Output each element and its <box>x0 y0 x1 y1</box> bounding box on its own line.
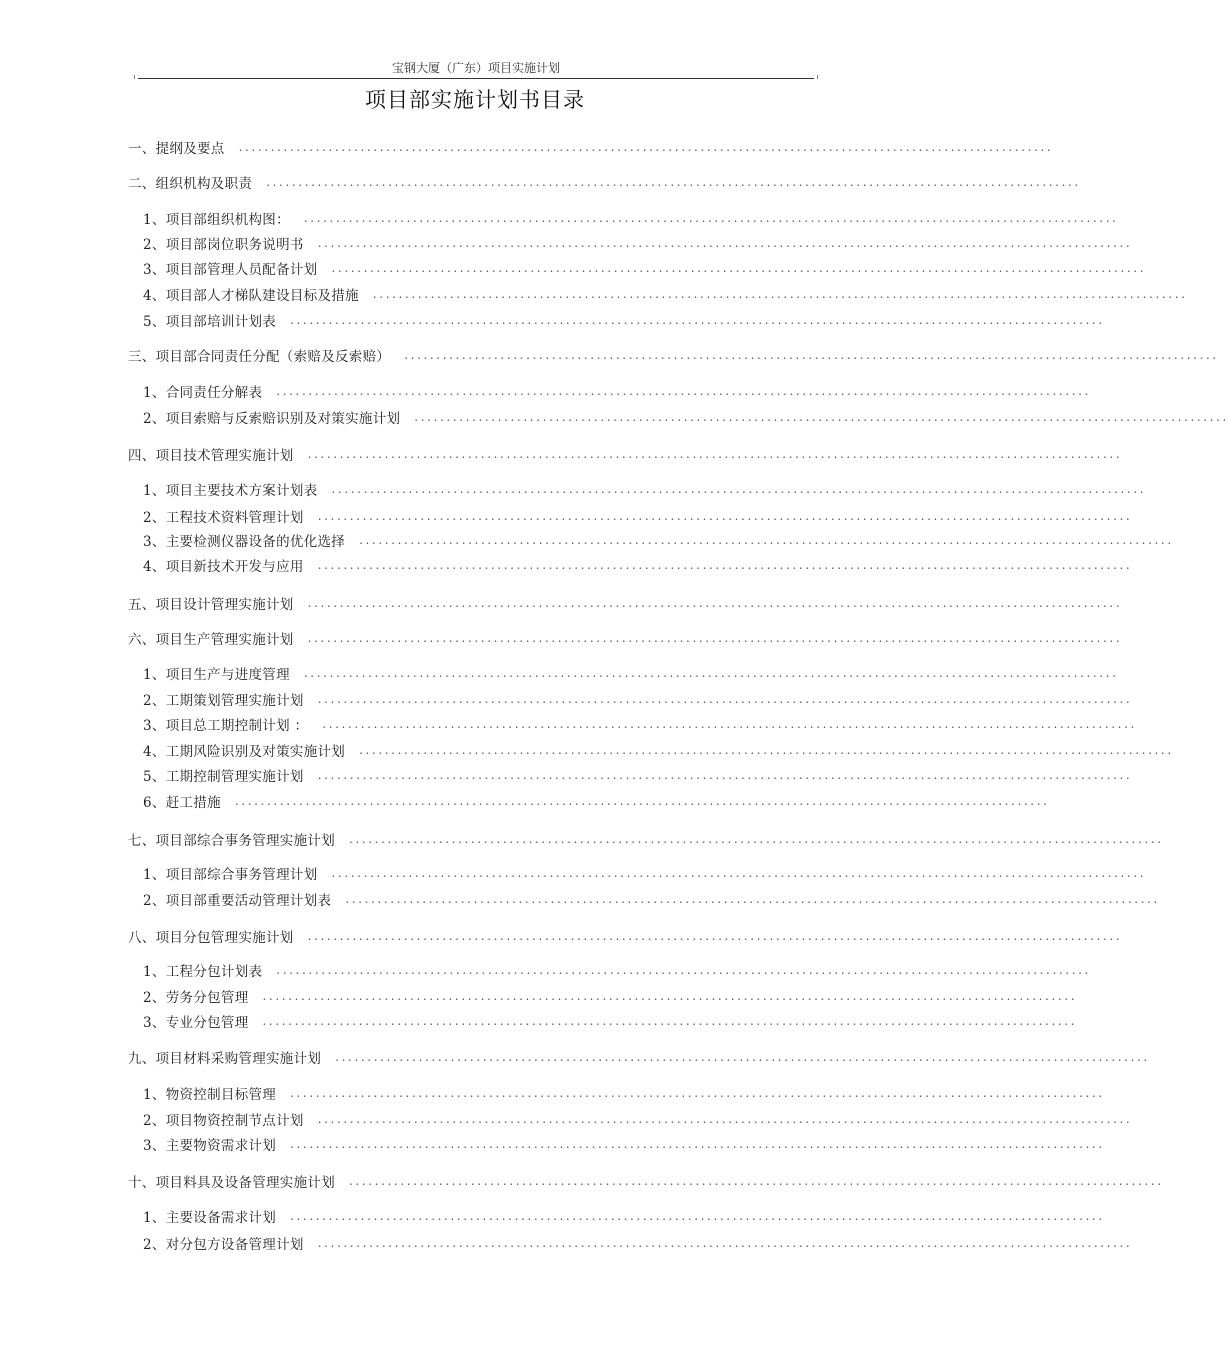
toc-entry-label: 1、项目部综合事务管理计划 <box>143 867 318 883</box>
toc-entry-label: 2、项目索赔与反索赔识别及对策实施计划 <box>143 411 401 427</box>
toc-entry-label: 1、工程分包计划表 <box>143 964 263 980</box>
toc-dot-leader: ............................................................................................................................... <box>349 1174 1164 1188</box>
toc-dot-leader: ............................................................................................................................... <box>335 1050 1150 1064</box>
toc-dot-leader: ............................................................................................................................... <box>307 929 1123 943</box>
toc-entry-label: 4、项目新技术开发与应用 <box>143 559 304 575</box>
toc-entry <box>143 284 1188 304</box>
toc-entry <box>128 1047 1150 1067</box>
toc-dot-leader: ............................................................................................................................... <box>307 447 1123 461</box>
toc-dot-leader: ............................................................................................................................... <box>238 140 1054 154</box>
toc-entry <box>143 1083 1105 1103</box>
page-title: 项目部实施计划书目录 <box>365 88 585 112</box>
toc-entry <box>143 1206 1105 1226</box>
header-text: 宝钢大厦（广东）项目实施计划 <box>391 61 560 75</box>
toc-dot-leader: ............................................................................................................................... <box>331 261 1147 275</box>
toc-entry <box>143 258 1147 278</box>
toc-entry-label: 2、项目部岗位职务说明书 <box>143 237 304 253</box>
toc-entry-label: 3、项目部管理人员配备计划 <box>143 262 318 278</box>
toc-entry <box>143 479 1147 499</box>
toc-entry-label: 3、专业分包管理 <box>143 1015 249 1031</box>
toc-entry <box>143 986 1078 1006</box>
toc-entry <box>143 310 1105 330</box>
toc-entry <box>143 960 1091 980</box>
toc-entry <box>143 863 1147 883</box>
toc-entry <box>143 889 1160 909</box>
toc-entry-label: 3、项目总工期控制计划 ： <box>143 718 309 734</box>
toc-entry-label: 十、项目料具及设备管理实施计划 <box>128 1175 335 1191</box>
toc-entry-label: 二、组织机构及职责 <box>128 176 253 192</box>
toc-entry-label: 1、主要设备需求计划 <box>143 1210 277 1226</box>
toc-entry-label: 1、项目主要技术方案计划表 <box>143 483 318 499</box>
toc-dot-leader: ............................................................................................................................... <box>359 533 1174 547</box>
toc-entry <box>128 628 1123 648</box>
toc-entry <box>143 765 1133 785</box>
toc-entry-label: 1、合同责任分解表 <box>143 385 263 401</box>
toc-entry-label: 1、物资控制目标管理 <box>143 1087 277 1103</box>
toc-dot-leader: ............................................................................................................................... <box>317 1112 1133 1126</box>
toc-dot-leader: ............................................................................................................................... <box>303 666 1119 680</box>
toc-entry <box>143 506 1133 526</box>
toc-entry-label: 1、项目生产与进度管理 <box>143 667 290 683</box>
toc-entry <box>143 1233 1133 1253</box>
toc-entry <box>128 172 1081 192</box>
toc-entry <box>128 926 1123 946</box>
toc-dot-leader: ............................................................................................................................... <box>414 410 1229 424</box>
toc-entry-label: 2、对分包方设备管理计划 <box>143 1237 304 1253</box>
toc-entry-label: 四、项目技术管理实施计划 <box>128 448 294 464</box>
toc-dot-leader: ............................................................................................................................... <box>345 892 1160 906</box>
toc-dot-leader: ............................................................................................................................... <box>290 1086 1105 1100</box>
toc-dot-leader: ............................................................................................................................... <box>404 348 1219 362</box>
toc-dot-leader: ............................................................................................................................... <box>266 175 1081 189</box>
toc-dot-leader: ............................................................................................................................... <box>276 384 1091 398</box>
toc-entry <box>143 1011 1078 1031</box>
toc-entry-label: 4、项目部人才梯队建设目标及措施 <box>143 288 359 304</box>
toc-entry-label: 2、工期策划管理实施计划 <box>143 693 304 709</box>
toc-entry <box>143 381 1091 401</box>
toc-dot-leader: ............................................................................................................................... <box>262 989 1078 1003</box>
toc-dot-leader: ............................................................................................................................... <box>317 692 1133 706</box>
toc-entry <box>128 444 1123 464</box>
toc-entry-label: 3、主要检测仪器设备的优化选择 <box>143 534 346 550</box>
toc-entry-label: 一、提纲及要点 <box>128 141 225 157</box>
toc-entry <box>143 740 1174 760</box>
toc-entry <box>143 1134 1105 1154</box>
toc-dot-leader: ............................................................................................................................... <box>317 768 1133 782</box>
toc-entry <box>143 663 1119 683</box>
toc-dot-leader: ............................................................................................................................... <box>234 794 1050 808</box>
toc-dot-leader: ............................................................................................................................... <box>349 832 1164 846</box>
toc-dot-leader: ............................................................................................................................... <box>317 236 1133 250</box>
toc-dot-leader: ............................................................................................................................... <box>307 596 1123 610</box>
toc-entry-label: 5、工期控制管理实施计划 <box>143 769 304 785</box>
toc-entry-label: 六、项目生产管理实施计划 <box>128 632 294 648</box>
toc-dot-leader: ............................................................................................................................... <box>307 631 1123 645</box>
toc-dot-leader: ............................................................................................................................... <box>262 1014 1078 1028</box>
toc-dot-leader: ............................................................................................................................... <box>331 866 1147 880</box>
toc-entry-label: 八、项目分包管理实施计划 <box>128 930 294 946</box>
toc-entry-label: 九、项目材料采购管理实施计划 <box>128 1051 322 1067</box>
toc-entry-label: 4、工期风险识别及对策实施计划 <box>143 744 346 760</box>
toc-dot-leader: ............................................................................................................................... <box>322 717 1137 731</box>
toc-dot-leader: ............................................................................................................................... <box>372 287 1188 301</box>
toc-entry-label: 三、项目部合同责任分配（索赔及反索赔） <box>128 349 391 365</box>
toc-entry <box>143 208 1119 228</box>
toc-entry <box>128 1171 1164 1191</box>
toc-entry <box>143 791 1050 811</box>
toc-dot-leader: ............................................................................................................................... <box>317 1236 1133 1250</box>
toc-entry-label: 3、主要物资需求计划 <box>143 1138 277 1154</box>
toc-dot-leader: ............................................................................................................................... <box>290 313 1105 327</box>
toc-dot-leader: ............................................................................................................................... <box>317 558 1133 572</box>
toc-entry-label: 2、工程技术资料管理计划 <box>143 510 304 526</box>
toc-entry-label: 1、项目部组织机构图： <box>143 212 290 228</box>
toc-entry <box>143 714 1137 734</box>
toc-entry <box>143 555 1133 575</box>
toc-entry-label: 2、项目部重要活动管理计划表 <box>143 893 332 909</box>
toc-dot-leader: ............................................................................................................................... <box>359 743 1174 757</box>
toc-entry <box>128 345 1219 365</box>
toc-dot-leader: ............................................................................................................................... <box>317 509 1133 523</box>
toc-entry <box>143 689 1133 709</box>
toc-entry-label: 5、项目部培训计划表 <box>143 314 277 330</box>
toc-dot-leader: ............................................................................................................................... <box>290 1209 1105 1223</box>
toc-entry-label: 2、项目物资控制节点计划 <box>143 1113 304 1129</box>
toc-dot-leader: ............................................................................................................................... <box>290 1137 1105 1151</box>
toc-entry-label: 6、赶工措施 <box>143 795 221 811</box>
toc-entry <box>143 407 1229 427</box>
toc-dot-leader: ............................................................................................................................... <box>331 482 1147 496</box>
toc-entry-label: 2、劳务分包管理 <box>143 990 249 1006</box>
toc-entry <box>143 233 1133 253</box>
toc-entry <box>128 137 1054 157</box>
toc-dot-leader: ............................................................................................................................... <box>303 211 1119 225</box>
toc-entry <box>128 593 1123 613</box>
toc-entry-label: 七、项目部综合事务管理实施计划 <box>128 833 335 849</box>
toc-entry <box>143 530 1174 550</box>
toc-dot-leader: ............................................................................................................................... <box>276 963 1091 977</box>
toc-entry <box>128 829 1164 849</box>
toc-entry-label: 五、项目设计管理实施计划 <box>128 597 294 613</box>
toc-entry <box>143 1109 1133 1129</box>
